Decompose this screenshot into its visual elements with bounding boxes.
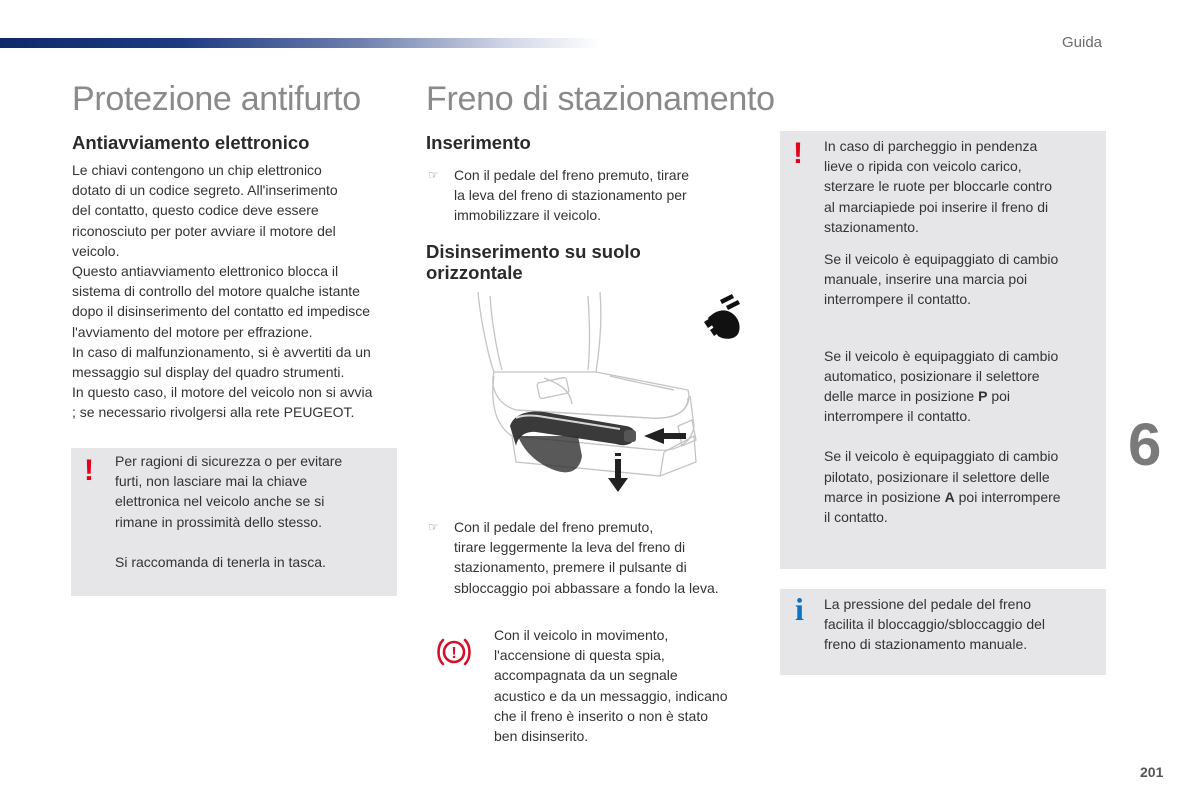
text-line: il contatto. bbox=[824, 509, 888, 526]
text-line: al marciapiede poi inserire il freno di bbox=[824, 198, 1049, 215]
heading-line: Disinserimento su suolo bbox=[426, 241, 641, 262]
text-line: Le chiavi contengono un chip elettronico bbox=[72, 162, 322, 178]
text-span: delle marce in posizione bbox=[824, 388, 979, 405]
text-line: automatico, posizionare il selettore bbox=[824, 367, 1040, 384]
header-accent-bar bbox=[0, 38, 600, 48]
text-line: facilita il bloccaggio/sbloccaggio del bbox=[824, 616, 1046, 633]
title-parking-brake: Freno di stazionamento bbox=[426, 80, 775, 118]
text-line: Con il pedale del freno premuto, bbox=[454, 519, 654, 535]
info-icon: i bbox=[795, 591, 804, 627]
text-line: Con il veicolo in movimento, bbox=[494, 627, 669, 643]
indicator-text bbox=[494, 625, 759, 746]
brake-warning-lamp-icon bbox=[436, 636, 472, 668]
text-line: stazionamento, premere il pulsante di bbox=[454, 559, 687, 576]
text-span: poi bbox=[987, 388, 1011, 405]
text-line: che il freno è inserito o non è stato bbox=[494, 707, 709, 724]
subtitle-immobilizer: Antiavviamento elettronico bbox=[72, 132, 310, 153]
text-line bbox=[824, 386, 1102, 406]
text-line: In questo caso, il motore del veicolo non si avvia bbox=[72, 384, 373, 401]
text-line: lieve o ripida con veicolo carico, bbox=[824, 158, 1022, 175]
text-line: In caso di parcheggio in pendenza bbox=[824, 138, 1038, 154]
text-line: stazionamento. bbox=[824, 218, 919, 235]
text-line: Se il veicolo è equipaggiato di cambio bbox=[824, 251, 1059, 268]
right-info-text bbox=[824, 594, 1102, 655]
parking-brake-illustration bbox=[420, 286, 760, 504]
title-antitheft: Protezione antifurto bbox=[72, 80, 361, 118]
left-warning-text bbox=[115, 451, 390, 572]
warning-icon: ! bbox=[84, 454, 94, 487]
heading-apply: Inserimento bbox=[426, 132, 531, 153]
text-line: furti, non lasciare mai la chiave bbox=[115, 473, 308, 490]
warning-icon: ! bbox=[793, 137, 803, 170]
release-text bbox=[454, 517, 764, 598]
text-line: veicolo. bbox=[72, 242, 120, 259]
text-span: poi interrompere bbox=[954, 488, 1061, 505]
text-line: Si raccomanda di tenerla in tasca. bbox=[115, 553, 326, 570]
text-line: acustico e da un messaggio, indicano bbox=[494, 687, 728, 704]
text-line: Se il veicolo è equipaggiato di cambio bbox=[824, 448, 1059, 465]
gear-position-a: A bbox=[944, 488, 955, 505]
text-line: sistema di controllo del motore qualche istante bbox=[72, 283, 360, 300]
text-line: del contatto, questo codice deve essere bbox=[72, 202, 319, 219]
text-line: dotato di un codice segreto. All'inserimento bbox=[72, 182, 338, 199]
text-line: immobilizzare il veicolo. bbox=[454, 207, 602, 224]
immobilizer-paragraph bbox=[72, 160, 402, 423]
hand-pointer-icon: ☞ bbox=[428, 520, 439, 534]
text-line: sbloccaggio poi abbassare a fondo la leva. bbox=[454, 579, 719, 596]
right-warning-text bbox=[824, 136, 1102, 527]
text-line: interrompere il contatto. bbox=[824, 408, 972, 425]
apply-text bbox=[454, 165, 754, 226]
text-line: rimane in prossimità dello stesso. bbox=[115, 513, 322, 530]
text-line: l'accensione di questa spia, bbox=[494, 647, 665, 664]
text-span: marce in posizione bbox=[824, 488, 945, 505]
text-line: sterzare le ruote per bloccarle contro bbox=[824, 178, 1052, 195]
text-line: Per ragioni di sicurezza o per evitare bbox=[115, 453, 343, 469]
lamp-symbol: ! bbox=[451, 645, 457, 662]
text-line: dopo il disinserimento del contatto ed impedisce bbox=[72, 303, 371, 320]
text-line: tirare leggermente la leva del freno di bbox=[454, 539, 686, 556]
text-line bbox=[824, 487, 1102, 507]
text-line: interrompere il contatto. bbox=[824, 291, 972, 308]
text-line: Con il pedale del freno premuto, tirare bbox=[454, 167, 690, 183]
text-line: pilotato, posizionare il selettore delle bbox=[824, 468, 1050, 485]
text-line: Questo antiavviamento elettronico blocca il bbox=[72, 263, 339, 280]
text-line: elettronica nel veicolo anche se si bbox=[115, 493, 325, 510]
heading-line: orizzontale bbox=[426, 262, 523, 283]
text-line: l'avviamento del motore per effrazione. bbox=[72, 323, 313, 340]
chapter-number: 6 bbox=[1128, 411, 1162, 478]
page-number: 201 bbox=[1140, 764, 1164, 780]
text-line: messaggio sul display del quadro strumenti. bbox=[72, 364, 345, 381]
text-line: In caso di malfunzionamento, si è avvertiti da un bbox=[72, 343, 371, 360]
text-line: Se il veicolo è equipaggiato di cambio bbox=[824, 347, 1059, 364]
text-line: freno di stazionamento manuale. bbox=[824, 636, 1028, 653]
text-line: accompagnata da un segnale bbox=[494, 667, 678, 684]
text-line: ben disinserito. bbox=[494, 728, 589, 745]
gear-position-p: P bbox=[978, 388, 988, 405]
hand-pointer-icon: ☞ bbox=[428, 168, 439, 182]
text-line: ; se necessario rivolgersi alla rete PEUGEOT. bbox=[72, 404, 355, 421]
text-line: La pressione del pedale del freno bbox=[824, 596, 1032, 612]
heading-release bbox=[426, 241, 641, 283]
text-line: manuale, inserire una marcia poi bbox=[824, 271, 1028, 288]
text-line: la leva del freno di stazionamento per bbox=[454, 187, 687, 204]
text-line: riconosciuto per poter avviare il motore del bbox=[72, 222, 336, 239]
section-label: Guida bbox=[1062, 34, 1103, 51]
